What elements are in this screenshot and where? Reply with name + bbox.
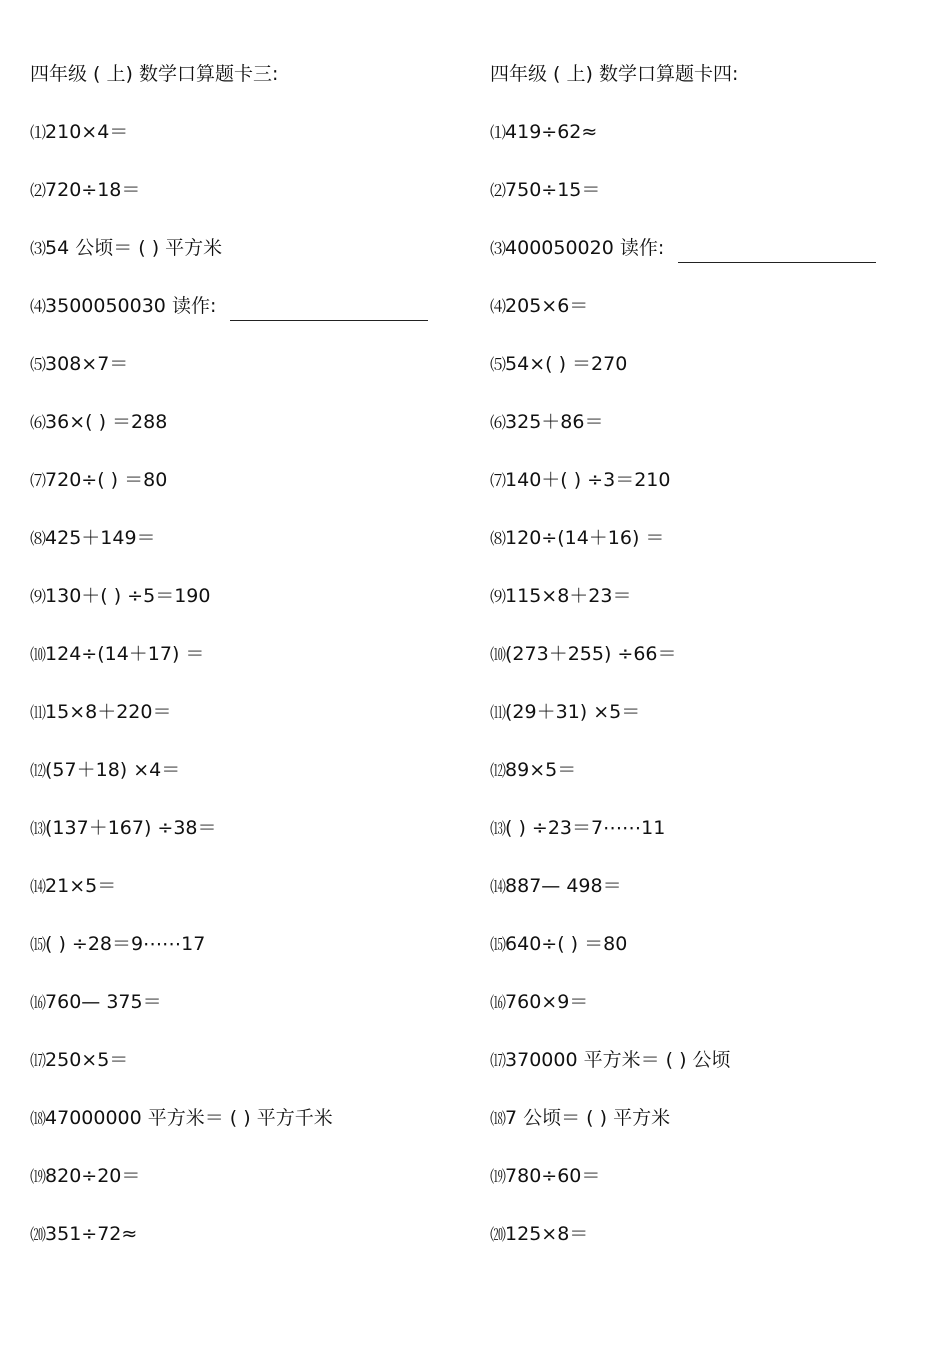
problem-number: ⒄ — [30, 1051, 46, 1070]
problem-text: 3500050030 读作: — [45, 295, 217, 317]
problem-number: ⑾ — [490, 703, 506, 722]
problem-number: ⒇ — [490, 1225, 506, 1244]
problem-text: 419÷62≈ — [505, 121, 598, 143]
problem-text: 54 公顷＝ ( ) 平方米 — [45, 237, 223, 259]
problem-text: 720÷( ) ＝80 — [45, 469, 168, 491]
problem-text: 250×5＝ — [45, 1049, 129, 1071]
problem-row — [30, 1046, 128, 1075]
card-three-title: 四年级 ( 上) 数学口算题卡三: — [30, 63, 279, 85]
problem-row — [490, 118, 597, 147]
problem-number: ⒁ — [30, 877, 46, 896]
problem-row — [490, 698, 640, 727]
problem-text: 210×4＝ — [45, 121, 129, 143]
problem-row — [490, 1162, 600, 1191]
problem-row — [490, 814, 665, 843]
problem-number: ⑾ — [30, 703, 46, 722]
problem-number: ⒀ — [30, 819, 46, 838]
problem-number: ⑸ — [490, 355, 506, 374]
problem-row — [490, 466, 670, 495]
problem-number: ⒆ — [490, 1167, 506, 1186]
problem-number: ⑴ — [30, 123, 46, 142]
problem-row — [490, 1104, 670, 1133]
problem-row — [490, 872, 622, 901]
problem-number: ⑻ — [30, 529, 46, 548]
problem-number: ⑶ — [490, 239, 506, 258]
problem-number: ⑼ — [30, 587, 46, 606]
problem-number: ⑸ — [30, 355, 46, 374]
problem-text: 47000000 平方米＝ ( ) 平方千米 — [45, 1107, 333, 1129]
problem-number: ⑻ — [490, 529, 506, 548]
problem-number: ⒃ — [490, 993, 506, 1012]
problem-text: 780÷60＝ — [505, 1165, 601, 1187]
problem-text: ( ) ÷23＝7⋯⋯11 — [505, 817, 666, 839]
problem-text: 720÷18＝ — [45, 179, 141, 201]
problem-row — [30, 466, 167, 495]
problem-number: ⑺ — [30, 471, 46, 490]
problem-number: ⑼ — [490, 587, 506, 606]
problem-row — [30, 756, 180, 785]
problem-row — [490, 176, 600, 205]
problem-text: 325＋86＝ — [505, 411, 604, 433]
problem-row — [30, 1162, 140, 1191]
problem-row — [30, 350, 128, 379]
problem-number: ⑺ — [490, 471, 506, 490]
problem-text: 308×7＝ — [45, 353, 129, 375]
problem-text: 351÷72≈ — [45, 1223, 138, 1245]
problem-text: 760×9＝ — [505, 991, 589, 1013]
problem-row — [30, 872, 116, 901]
problem-text: (137＋167) ÷38＝ — [45, 817, 217, 839]
problem-text: (273＋255) ÷66＝ — [505, 643, 677, 665]
problem-number: ⑷ — [490, 297, 506, 316]
problem-row — [30, 1220, 137, 1249]
problem-number: ⒁ — [490, 877, 506, 896]
problem-row — [30, 292, 428, 321]
problem-number: ⑹ — [30, 413, 46, 432]
problem-row — [30, 118, 128, 147]
problem-text: 115×8＋23＝ — [505, 585, 632, 607]
problem-row — [30, 408, 167, 437]
problem-number: ⑵ — [30, 181, 46, 200]
problem-row — [30, 698, 171, 727]
problem-row — [490, 524, 664, 553]
problem-text: 130＋( ) ÷5＝190 — [45, 585, 211, 607]
problem-text: 54×( ) ＝270 — [505, 353, 628, 375]
problem-row — [30, 988, 162, 1017]
problem-text: 370000 平方米＝ ( ) 公顷 — [505, 1049, 731, 1071]
problem-number: ⑿ — [30, 761, 46, 780]
problem-row — [490, 292, 588, 321]
problem-row — [490, 1220, 588, 1249]
answer-blank-line — [230, 300, 428, 321]
problem-row — [30, 640, 204, 669]
problem-number: ⑿ — [490, 761, 506, 780]
problem-text: 205×6＝ — [505, 295, 589, 317]
problem-number: ⒄ — [490, 1051, 506, 1070]
problem-number: ⑹ — [490, 413, 506, 432]
problem-row — [30, 1104, 333, 1133]
problem-row — [490, 234, 876, 263]
problem-text: 124÷(14＋17) ＝ — [45, 643, 205, 665]
problem-text: 125×8＝ — [505, 1223, 589, 1245]
problem-number: ⒂ — [30, 935, 46, 954]
problem-number: ⑶ — [30, 239, 46, 258]
problem-text: 89×5＝ — [505, 759, 577, 781]
problem-row — [490, 930, 627, 959]
problem-text: 120÷(14＋16) ＝ — [505, 527, 665, 549]
problem-text: 760— 375＝ — [45, 991, 162, 1013]
problem-text: 425＋149＝ — [45, 527, 156, 549]
problem-row — [30, 524, 156, 553]
problem-row — [30, 234, 222, 263]
problem-row — [30, 930, 205, 959]
problem-row — [30, 176, 140, 205]
problem-text: (29＋31) ×5＝ — [505, 701, 641, 723]
problem-row — [490, 756, 576, 785]
problem-number: ⒇ — [30, 1225, 46, 1244]
problem-text: 15×8＋220＝ — [45, 701, 172, 723]
problem-row — [490, 350, 627, 379]
problem-row — [490, 988, 588, 1017]
problem-text: 7 公顷＝ ( ) 平方米 — [505, 1107, 671, 1129]
problem-number: ⒆ — [30, 1167, 46, 1186]
problem-number: ⑷ — [30, 297, 46, 316]
problem-text: (57＋18) ×4＝ — [45, 759, 181, 781]
problem-text: 21×5＝ — [45, 875, 117, 897]
problem-text: 400050020 读作: — [505, 237, 665, 259]
problem-text: 820÷20＝ — [45, 1165, 141, 1187]
problem-row — [490, 408, 603, 437]
problem-text: 750÷15＝ — [505, 179, 601, 201]
problem-row — [30, 582, 210, 611]
problem-number: ⒀ — [490, 819, 506, 838]
problem-number: ⑴ — [490, 123, 506, 142]
problem-text: 640÷( ) ＝80 — [505, 933, 628, 955]
problem-row — [490, 1046, 731, 1075]
problem-text: ( ) ÷28＝9⋯⋯17 — [45, 933, 206, 955]
problem-number: ⒅ — [490, 1109, 506, 1128]
problem-number: ⑽ — [490, 645, 506, 664]
problem-text: 140＋( ) ÷3＝210 — [505, 469, 671, 491]
problem-number: ⒂ — [490, 935, 506, 954]
problem-number: ⒅ — [30, 1109, 46, 1128]
problem-number: ⑽ — [30, 645, 46, 664]
problem-number: ⒃ — [30, 993, 46, 1012]
problem-row — [490, 640, 677, 669]
problem-text: 887— 498＝ — [505, 875, 622, 897]
card-four-title: 四年级 ( 上) 数学口算题卡四: — [490, 63, 739, 85]
answer-blank-line — [678, 242, 876, 263]
problem-row — [30, 814, 217, 843]
problem-text: 36×( ) ＝288 — [45, 411, 168, 433]
problem-row — [490, 582, 631, 611]
problem-number: ⑵ — [490, 181, 506, 200]
